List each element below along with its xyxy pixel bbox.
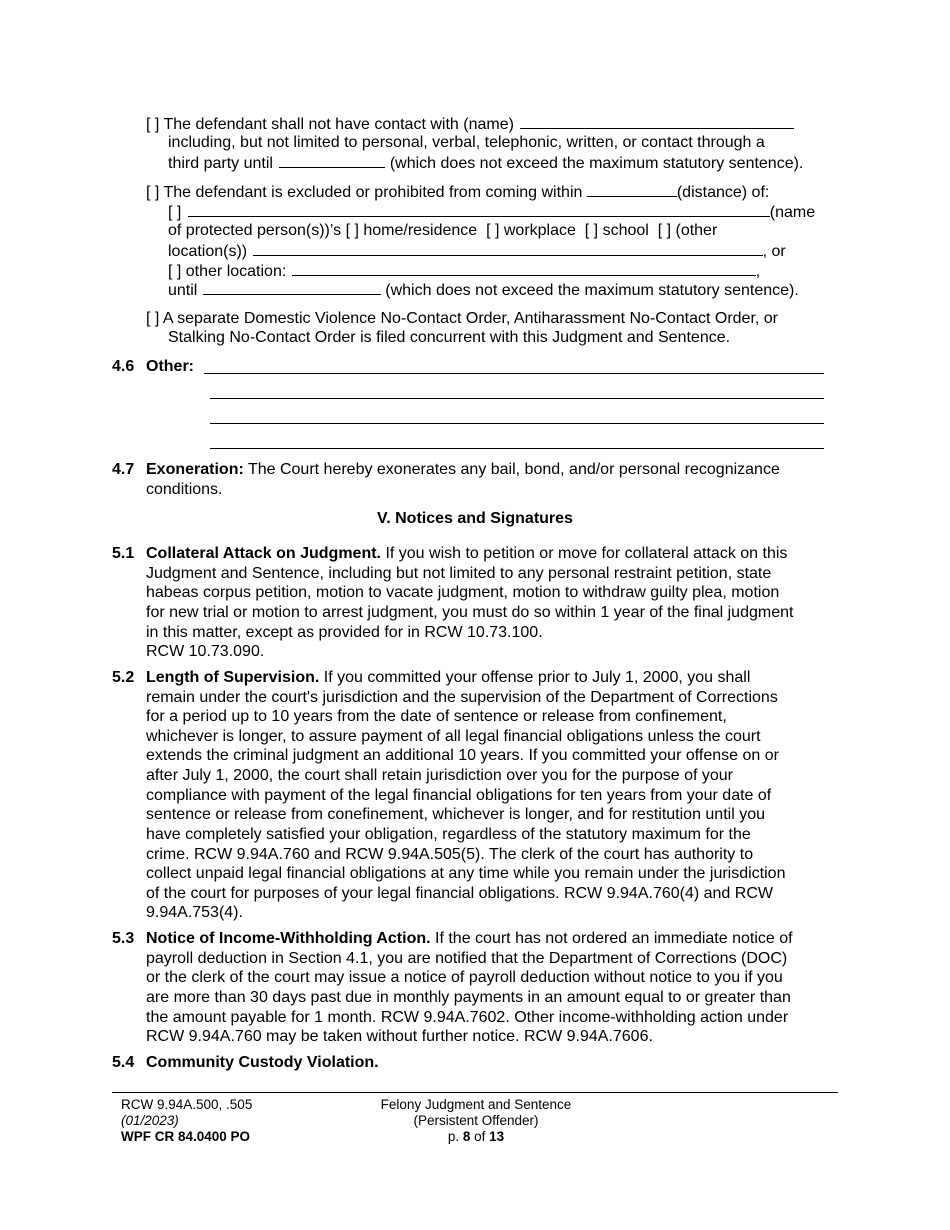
section-v-title: V. Notices and Signatures [377,510,573,527]
section-5-2-line: after July 1, 2000, the court shall retain jurisdiction over you for the purpose of your [146,767,733,784]
section-5-2-number: 5.2 [112,669,135,686]
footer-rcw: RCW 9.94A.500, .505 [121,1097,253,1112]
footer-page-number: p. 8 of 13 [447,1129,505,1144]
section-4-6-number: 4.6 [112,358,135,375]
section-5-2-line: have completely satisfied your obligation, regardless of the statutory maximum for the [146,826,751,843]
section-5-3-number: 5.3 [112,930,135,947]
section-5-3-line: payroll deduction in Section 4.1, you are notified that the Department of Corrections (DOC) [146,950,788,967]
other-blank-line-2[interactable] [210,398,824,399]
section-4-6-label: Other: [146,358,194,375]
section-5-1-number: 5.1 [112,545,135,562]
exclusion-line-6: until (which does not exceed the maximum statutory sentence). [168,279,799,300]
other-location-blank[interactable] [292,260,756,276]
exclusion-line-3: of protected person(s))’s [ ] home/residence [ ] workplace [ ] school [ ] (other [168,222,718,239]
section-5-2-line: of the court for purposes of your legal financial obligations. RCW 9.94A.760(4) and RCW [146,885,773,902]
section-5-1-line: RCW 10.73.090. [146,643,265,660]
footer-title: Felony Judgment and Sentence [380,1097,572,1112]
exclusion-line-5: [ ] other location: , [168,260,760,281]
section-5-2-line-1: Length of Supervision. If you committed your offense prior to July 1, 2000, you shall [146,669,751,686]
section-5-1-line-1: Collateral Attack on Judgment. If you wish to petition or move for collateral attack on this [146,545,788,562]
section-5-2-line: whichever is longer, to assure payment of all legal financial obligations unless the court [146,728,761,745]
other-blank-line-1[interactable] [204,373,824,374]
section-5-2-line: extends the criminal judgment an additional 10 years. If you committed your offense on or [146,747,779,764]
section-5-2-line: collect unpaid legal financial obligations at any time while you remain under the jurisdiction [146,865,786,882]
section-5-3-line: the amount payable for 1 month. RCW 9.94A.7602. Other income-withholding action under [146,1009,789,1026]
section-5-3-line-1: Notice of Income-Withholding Action. If the court has not ordered an immediate notice of [146,930,793,947]
section-4-7-line-1: Exoneration: The Court hereby exonerates any bail, bond, and/or personal recognizance [146,461,780,478]
exclusion-line-4: location(s)) , or [168,240,786,261]
section-5-3-line: or the clerk of the court may issue a notice of payroll deduction without notice to you if you [146,969,783,986]
exclusion-until-blank[interactable] [203,279,381,295]
footer-divider [112,1092,838,1093]
section-5-3-line: are more than 30 days past due in monthly payments in an amount equal to or greater than [146,989,791,1006]
exclusion-line-2: [ ] (name [168,201,815,222]
separate-order-line-1: [ ] A separate Domestic Violence No-Contact Order, Antiharassment No-Contact Order, or [146,310,778,327]
section-5-1-line: for new trial or motion to arrest judgment, you must do so within 1 year of the final judgment [146,604,794,621]
section-4-7-line-2: conditions. [146,481,223,498]
no-contact-line-1: [ ] The defendant shall not have contact with (name) [146,113,794,134]
section-5-2-line: compliance with payment of the legal financial obligations for ten years from your date of [146,787,772,804]
protected-person-blank[interactable] [188,201,770,217]
contact-name-blank[interactable] [520,113,794,129]
footer-date: (01/2023) [121,1113,179,1128]
section-5-1-line: in this matter, except as provided for in RCW 10.73.100. [146,624,543,641]
section-5-2-line: remain under the court's jurisdiction and the supervision of the Department of Corrections [146,689,778,706]
other-blank-line-3[interactable] [210,423,824,424]
no-contact-line-3: third party until (which does not exceed the maximum statutory sentence). [168,152,803,173]
no-contact-line-2: including, but not limited to personal, verbal, telephonic, written, or contact through a [168,134,765,151]
footer-subtitle: (Persistent Offender) [413,1113,539,1128]
section-5-1-line: Judgment and Sentence, including but not limited to any personal restraint petition, state [146,565,772,582]
section-5-4-number: 5.4 [112,1054,135,1071]
section-5-2-line: crime. RCW 9.94A.760 and RCW 9.94A.505(5). The clerk of the court has authority to [146,846,754,863]
section-5-2-line: 9.94A.753(4). [146,904,243,921]
section-5-3-line: RCW 9.94A.760 may be taken without further notice. RCW 9.94A.7606. [146,1028,653,1045]
section-4-7-number: 4.7 [112,461,135,478]
other-blank-line-4[interactable] [210,448,824,449]
footer-form-number: WPF CR 84.0400 PO [121,1129,251,1144]
separate-order-line-2: Stalking No-Contact Order is filed concurrent with this Judgment and Sentence. [168,329,731,346]
section-5-1-line: habeas corpus petition, motion to vacate judgment, motion to withdraw guilty plea, motion [146,584,780,601]
section-5-2-line: for a period up to 10 years from the date of sentence or release from confinement, [146,708,727,725]
other-locations-blank[interactable] [253,240,763,256]
exclusion-line-1: [ ] The defendant is excluded or prohibited from coming within (distance) of: [146,181,769,202]
section-5-4-label: Community Custody Violation. [146,1054,379,1071]
contact-until-blank[interactable] [279,152,385,168]
section-5-2-line: sentence or release from conefinement, whichever is longer, and for restitution until you [146,806,765,823]
distance-blank[interactable] [587,181,677,197]
